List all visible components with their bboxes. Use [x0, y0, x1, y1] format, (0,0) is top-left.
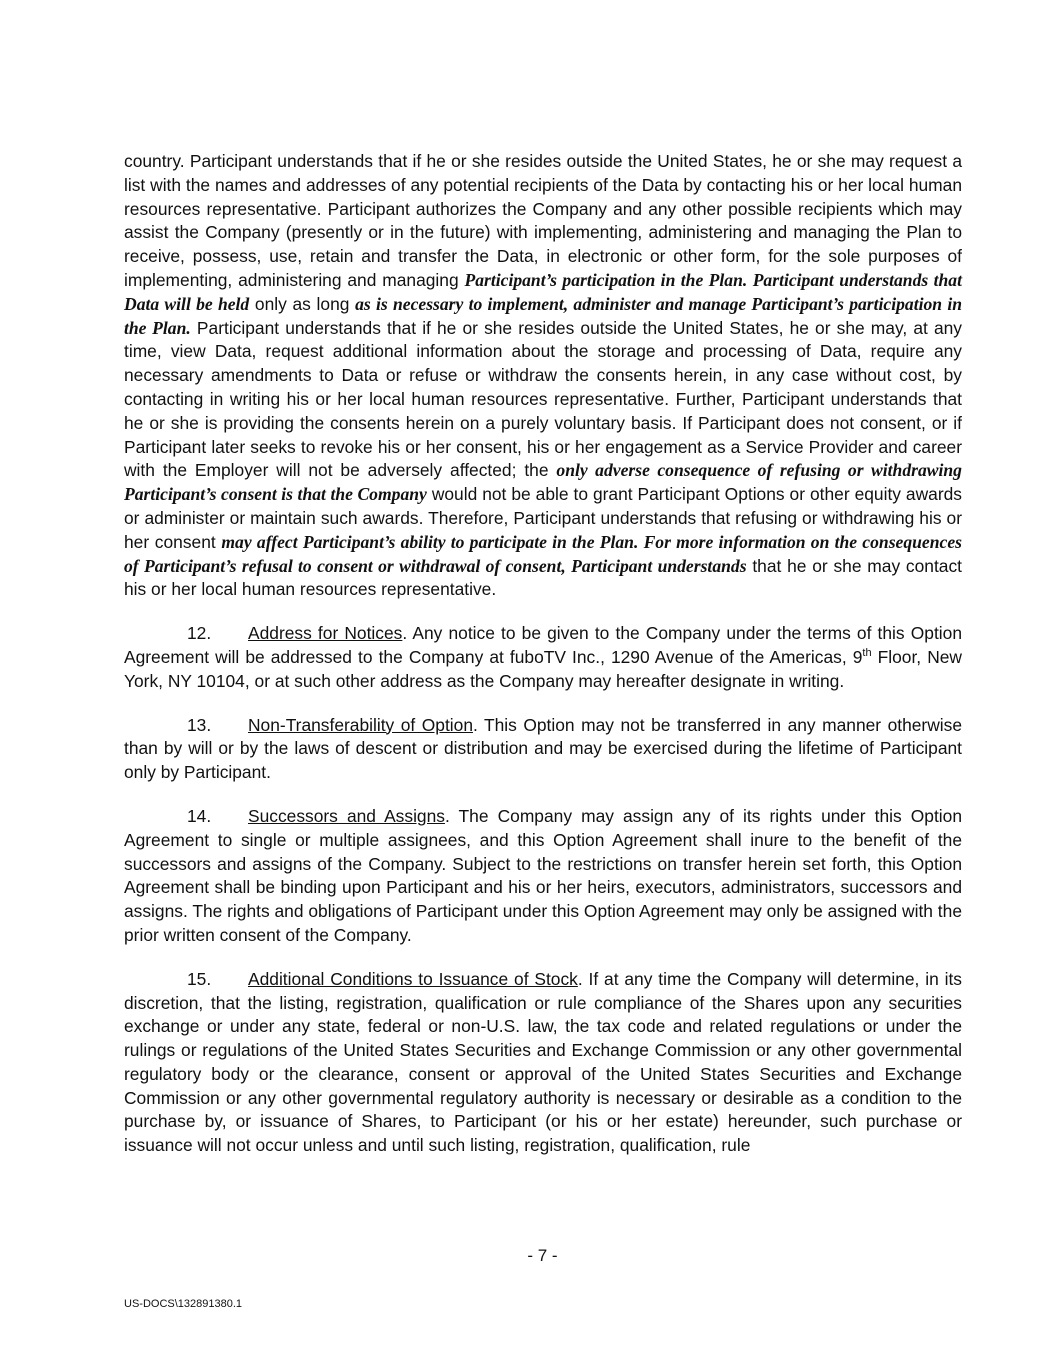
page-number: - 7 -: [527, 1246, 558, 1265]
section-text: . The Company may assign any of its rights under this Option Agreement to single or multiple assignees, and this Option Agreement shall inure to the benefit of the successors and assigns of the Company. Subject to the restrictions on transfer herein set forth, this Option Agreement shall be binding upon Participant and his or her heirs, executors, administrators, successors and assigns. The rights and obligations of Participant under this Option Agreement may only be assigned with the prior written consent of the Company.: [124, 805, 962, 945]
section-text: . Any notice to be given to the Company under the terms of this Option Agreement will be addressed to the Company at fuboTV Inc., 1290 Avenue of the Americas, 9: [124, 623, 962, 667]
section-number: 12.: [187, 623, 212, 644]
section-number: 13.: [187, 714, 212, 735]
emphasis-text: Participant’s participation in the Plan. Participant understands that Data will be held: [124, 269, 962, 314]
paragraph-text: would not be able to grant Participant Options or other equity awards or administer or maintain such awards. Therefore, Participant understands that refusing or withdrawing his or her consent: [124, 484, 962, 552]
section-15-additional-conditions: [124, 968, 962, 1158]
section-heading: Non-Transferability of Option: [248, 714, 473, 735]
section-text: Floor, New York, NY 10104, or at such other address as the Company may hereafter designate in writing.: [124, 646, 962, 691]
section-12-address-for-notices: [124, 622, 962, 693]
emphasis-text: only adverse consequence of refusing or withdrawing Participant’s consent is that the Company: [124, 460, 962, 505]
section-heading: Address for Notices: [248, 623, 403, 644]
section-14-successors-and-assigns: [124, 805, 962, 948]
emphasis-text: may affect Participant’s ability to participate in the Plan. For more information on the consequences of Participant’s refusal to consent or withdrawal of consent, Participant understands: [124, 531, 962, 576]
document-body: [124, 150, 962, 1158]
section-heading: Successors and Assigns: [248, 805, 445, 826]
paragraph-text: only as long: [249, 293, 356, 314]
section-heading: Additional Conditions to Issuance of Stock: [248, 968, 578, 989]
paragraph-text: Participant understands that if he or she resides outside the United States, he or she may, at any time, view Data, request additional information about the storage and processing of Data, require any necessary amendments to Data or refuse or withdraw the consents herein, in any case without cost, by contacting in writing his or her local human resources representative. Further, Participant understands that he or she is providing the consents herein on a purely voluntary basis. If Participant does not consent, or if Participant later seeks to revoke his or her consent, his or her engagement as a Service Provider and career with the Employer will not be adversely affected; the: [124, 317, 962, 481]
section-text: . If at any time the Company will determine, in its discretion, that the listing, registration, qualification or rule compliance of the Shares upon any securities exchange or under any state, federal or non-U.S. law, the tax code and related regulations or under the rulings or regulations of the United States Securities and Exchange Commission or any other governmental regulatory body or the clearance, consent or approval of the United States Securities and Exchange Commission or any other governmental regulatory authority is necessary or desirable as a condition to the purchase by, or issuance of Shares, to Participant (or his or her estate) hereunder, such purchase or issuance will not occur unless and until such listing, registration, qualification, rule: [124, 968, 962, 1156]
emphasis-text: as is necessary to implement, administer and manage Participant’s participation in the Plan.: [124, 293, 962, 338]
section-number: 15.: [187, 968, 212, 989]
document-id: US-DOCS\132891380.1: [124, 1298, 243, 1310]
paragraph-text: that he or she may contact his or her local human resources representative.: [124, 555, 962, 600]
data-privacy-paragraph: [124, 150, 962, 602]
ordinal-suffix: th: [862, 647, 872, 660]
section-13-non-transferability: [124, 714, 962, 785]
section-number: 14.: [187, 805, 212, 826]
section-text: . This Option may not be transferred in any manner otherwise than by will or by the laws of descent or distribution and may be exercised during the lifetime of Participant only by Participant.: [124, 714, 962, 783]
paragraph-text: country. Participant understands that if he or she resides outside the United States, he or she may request a list with the names and addresses of any potential recipients of the Data by contacting his or her local human resources representative. Participant authorizes the Company and any other possible recipients which may assist the Company (presently or in the future) with implementing, administering and managing the Plan to receive, possess, use, retain and transfer the Data, in electronic or other form, for the sole purposes of implementing, administering and managing: [124, 151, 962, 290]
